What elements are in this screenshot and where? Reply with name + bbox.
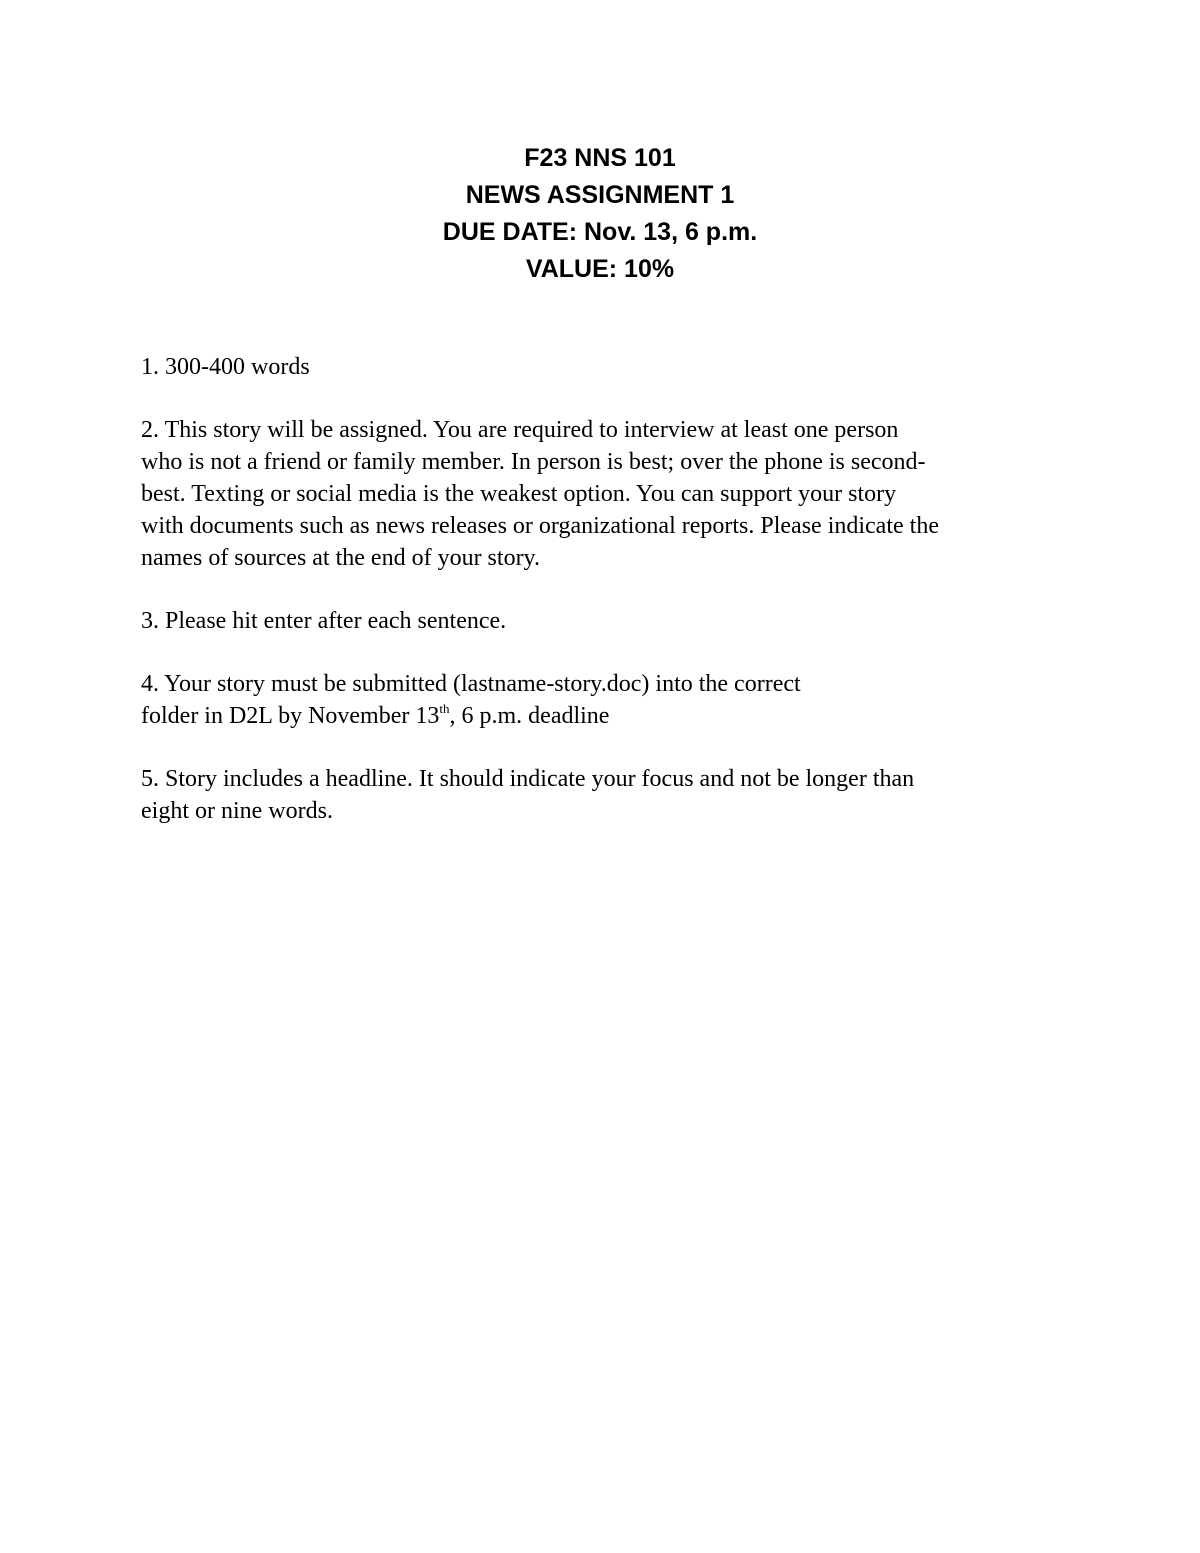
instruction-text: who is not a friend or family member. In person is best; over the phone is second- [141,449,926,475]
assignment-title: NEWS ASSIGNMENT 1 [465,181,735,209]
instruction-text: names of sources at the end of your story. [141,545,540,571]
instruction-text-deadline [141,700,1071,732]
instructions-list [141,351,1071,858]
instruction-text: eight or nine words. [141,798,333,824]
instruction-text: 5. Story includes a headline. It should indicate your focus and not be longer than [141,766,915,792]
instruction-item-5 [141,763,1071,827]
instruction-item-4 [141,668,1071,732]
ordinal-suffix: th [439,701,450,716]
instruction-text: 3. Please hit enter after each sentence. [141,608,507,634]
course-code: F23 NNS 101 [524,144,676,172]
instruction-text: 2. This story will be assigned. You are required to interview at least one person [141,417,899,443]
instruction-item-2 [141,414,1071,574]
instruction-text: best. Texting or social media is the weakest option. You can support your story [141,481,897,507]
deadline-text-start: folder in D2L by November 13 [141,703,440,729]
due-date: DUE DATE: Nov. 13, 6 p.m. [442,218,758,246]
instruction-text: 1. 300-400 words [141,354,310,380]
instruction-item-3 [141,605,1071,637]
assignment-value: VALUE: 10% [525,255,675,283]
instruction-item-1 [141,351,1071,383]
instruction-text: 4. Your story must be submitted (lastname-story.doc) into the correct [141,671,801,697]
document-header [0,140,1200,288]
instruction-text: with documents such as news releases or organizational reports. Please indicate the [141,513,939,539]
deadline-text-end: , 6 p.m. deadline [449,703,610,729]
